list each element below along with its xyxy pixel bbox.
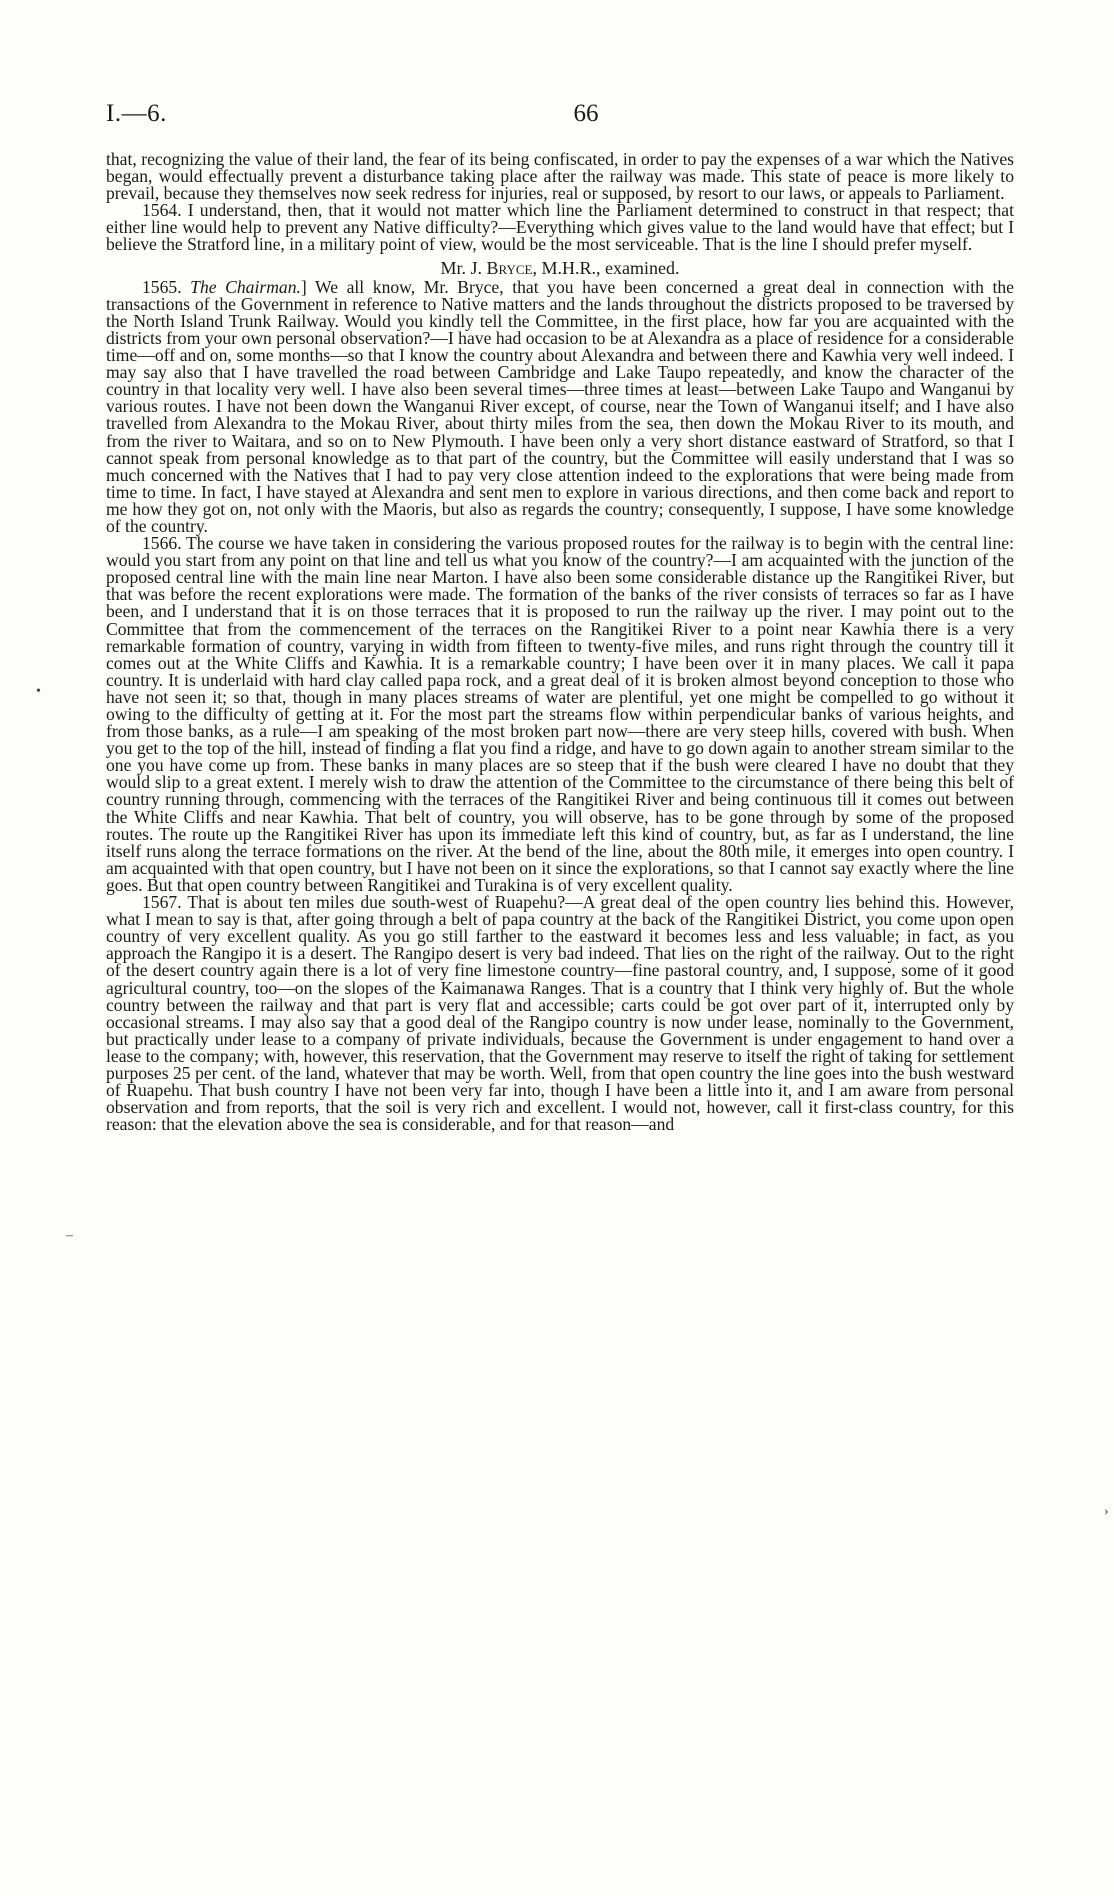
witness-heading-suffix: , M.H.R., examined. (532, 257, 680, 278)
paragraph-1565-number: 1565. (142, 276, 191, 297)
paragraph-continuation: that, recognizing the value of their land, the fear of its being confiscated, in order to pay the expenses of a war which the Natives began, would effectually prevent a disturbance taking place after the railway was made. This state of peace is more likely to prevail, because they themselves now seek redress for injuries, real or supposed, by resort to our laws, or appeals to Parliament. (106, 149, 1014, 204)
paragraph-1567: 1567. That is about ten miles due south-west of Ruapehu?—A great deal of the open country lies behind this. However, what I mean to say is that, after going through a belt of papa country at the back of the Rangitikei District, you come upon open country of very excellent quality. As you go still farther to the eastward it becomes less and less valuable; in fact, as you approach the Rangipo it is a desert. The Rangipo desert is very bad indeed. That lies on the right of the railway. Out to the right of the desert country again there is a lot of very fine limestone country—fine pastoral country, and, I suppose, some of it good agricultural country, too—on the slopes of the Kaimanawa Ranges. That is a country that I think very highly of. But the whole country between the railway and that part is very flat and accessible; carts could be got over part of it, interrupted only by occasional streams. I may also say that a good deal of the Rangipo country is now under lease, nominally to the Government, but practically under lease to a company of private individuals, because the Government is under engagement to hand over a lease to the company; with, however, this reservation, that the Government may reserve to itself the right of taking for settlement purposes 25 per cent. of the land, whatever that may be worth. Well, from that open country the line goes into the bush westward of Ruapehu. That bush country I have not been very far into, though I have been a little into it, and I am aware from personal observation and from reports, that the soil is very rich and excellent. I would not, however, call it first-class country, for this reason: that the elevation above the sea is considerable, and for that reason—and (106, 892, 1014, 1135)
page-header (106, 100, 1014, 136)
paragraph-1565 (106, 276, 1014, 536)
document-reference: I.—6. (106, 100, 167, 127)
paragraph-1565-speaker: The Chairman. (190, 276, 301, 297)
body-text (106, 151, 1014, 1133)
witness-heading-prefix: Mr. J. (440, 257, 487, 278)
margin-dot: • (36, 684, 41, 699)
page-number: 66 (573, 100, 599, 127)
margin-dash: – (66, 1228, 73, 1243)
paragraph-1566: 1566. The course we have taken in considering the various proposed routes for the railway is to begin with the central line: would you start from any point on that line and tell us what you know of the country?—I am acquainted with the junction of the proposed central line with the main line near Marton. I have also been some considerable distance up the Rangitikei River, but that was before the recent explorations were made. The formation of the banks of the river consists of terraces so far as I have been, and I understand that it is on those terraces that it is proposed to run the railway up the river. I may point out to the Committee that from the commencement of the terraces on the Rangitikei River to a point near Kawhia there is a very remarkable formation of country, varying in width from fifteen to twenty-five miles, and runs right through the country till it comes out at the White Cliffs and Kawhia. It is a remarkable country; I have been over it in many places. We call it papa country. It is underlaid with hard clay called papa rock, and a great deal of it is broken almost beyond conception to those who have not seen it; so that, though in many places streams of water are plentiful, yet one might be compelled to go without it owing to the difficulty of getting at it. For the most part the streams flow within perpendicular banks of various heights, and from those banks, as a rule—I am speaking of the most broken part now—there are very steep hills, covered with bush. When you get to the top of the hill, instead of finding a flat you find a ridge, and have to go down again to another stream similar to the one you have come up from. These banks in many places are so steep that if the bush were cleared I have no doubt that they would slip to a great extent. I merely wish to draw the attention of the Committee to the circumstance of there being this belt of country running through, commencing with the terraces of the Rangitikei River and being continuous till it comes out between the White Cliffs and near Kawhia. That belt of country, you will observe, has to be gone through by some of the proposed routes. The route up the Rangitikei River has upon its immediate left this kind of country, but, as far as I understand, the line itself runs along the terrace formations on the river. At the bend of the line, about the 80th mile, it emerges into open country. I am acquainted with that open country, but I have not been on it since the explorations, so that I cannot say exactly where the line goes. But that open country between Rangitikei and Turakina is of very excellent quality. (106, 533, 1014, 895)
margin-tick: › (1104, 1504, 1109, 1519)
witness-name: Bryce (486, 257, 533, 278)
paragraph-1565-text: ] We all know, Mr. Bryce, that you have been concerned a great deal in connection with the transactions of the Government in reference to Native matters and the lands throughout the districts proposed to be traversed by the North Island Trunk Railway. Would you kindly tell the Committee, in the first place, how far you are acquainted with the districts from your own personal observation?—I have had occasion to be at Alexandra as a place of residence for a considerable time—off and on, some months—so that I know the country about Alexandra and between there and Kawhia very well indeed. I may say also that I have travelled the road between Cambridge and Lake Taupo repeatedly, and know the character of the country in that locality very well. I have also been several times—three times at least—between Lake Taupo and Wanganui by various routes. I have not been down the Wanganui River except, of course, near the Town of Wanganui itself; and I have also travelled from Alexandra to the Mokau River, about thirty miles from the sea, then down the Mokau River to its mouth, and from the river to Waitara, and so on to New Plymouth. I have been only a very short distance eastward of Stratford, so that I cannot speak from personal knowledge as to that part of the country, but the Committee will easily understand that I was so much concerned with the Natives that I had to pay very close attention indeed to the explorations that were being made from time to time. In fact, I have stayed at Alexandra and sent men to explore in various directions, and then come back and report to me how they got on, not only with the Maoris, but also as regards the country; consequently, I suppose, I have some knowledge of the country. (106, 276, 1014, 536)
witness-heading (106, 257, 1014, 278)
paragraph-1564: 1564. I understand, then, that it would not matter which line the Parliament determined to construct in that respect; that either line would help to prevent any Native difficulty?—Everything which gives value to the land would have that effect; but I believe the Stratford line, in a military point of view, would be the most serviceable. That is the line I should prefer myself. (106, 200, 1014, 255)
